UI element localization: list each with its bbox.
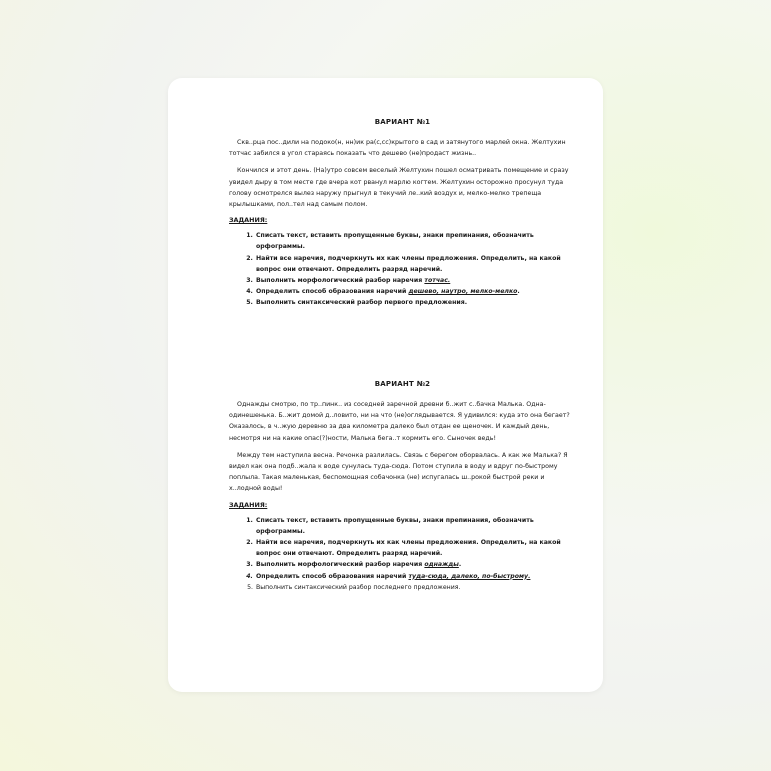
variant-title: ВАРИАНТ №2 (374, 380, 431, 388)
tasks-heading: ЗАДАНИЯ: (229, 500, 268, 509)
task-words: дешево, наутро, мелко-мелко (408, 288, 518, 296)
task-words: однажды (424, 561, 459, 569)
document-page (168, 78, 603, 692)
text-paragraph: Кончился и этот день. (На)утро совсем веселый Желтухин пошел осматривать помещение и сразу увидел дыру в том месте где вчера кот рванул марлю когтем. Желтухин осторожно просунул туда голову осмотрелся вылез наружу прыгнул в текучий ле..кий воздух и, мелко-мелко трепеща крылышками, пол..тел над самым полом. (229, 167, 569, 209)
task-words: тотчас. (424, 277, 451, 285)
task-item: 1. Списать текст, вставить пропущенные буквы, знаки препинания, обозначить орфограммы. (255, 515, 576, 537)
variant-2 (229, 380, 576, 593)
task-item: 3. Выполнить морфологический разбор наречия однажды. (255, 559, 576, 570)
variant-1 (229, 118, 576, 309)
task-item: 5. Выполнить синтаксический разбор первого предложения. (255, 297, 576, 308)
text-paragraph: Скв..рца пос..дили на подоко(н, нн)ик ра(с,сс)крытого в сад и затянутого марлей окна. Желтухин тотчас забился в угол стараясь показать что дешево (не)продаст жизнь.. (229, 139, 566, 158)
tasks-heading: ЗАДАНИЯ: (229, 216, 268, 225)
text-paragraph: Однажды смотрю, по тр..пинк.. из соседней заречной древни б..жит с..бачка Малька. Одна-одинешенька. Б..жит домой д..ловито, ни на что (не)оглядывается. Я удивился: куда это она бегает? Оказалось, в ч..жую деревню за два километра далеко был отдан ее щеночек. И каждый день, несмотря ни на какие опас(?)ности, Малька бега..т кормить его. Сыночек ведь! (229, 401, 570, 442)
tasks-list (229, 515, 576, 593)
task-words: туда-сюда, далеко, по-быстрому. (408, 572, 531, 580)
task-item: 4. Определить способ образования наречий туда-сюда, далеко, по-быстрому. (255, 571, 576, 582)
text-paragraph: Между тем наступила весна. Речонка разлилась. Связь с берегом оборвалась. А как же Малька? Я видел как она подб..жала к воде сунулась туда-сюда. Потом ступила в воду и вдруг по-быстрому поплыла. Такая маленькая, беспомощная собачонка (не) испугалась ш..рокой быстрой реки и х..лодной воды! (229, 451, 568, 493)
task-item: 3. Выполнить морфологический разбор наречия тотчас. (255, 275, 576, 286)
variant-title: ВАРИАНТ №1 (374, 118, 431, 126)
tasks-list (229, 230, 576, 308)
task-item: 5. Выполнить синтаксический разбор последнего предложения. (255, 582, 576, 593)
task-item: 2. Найти все наречия, подчеркнуть их как члены предложения. Определить, на какой вопрос они отвечают. Определить разряд наречий. (255, 537, 576, 559)
task-item: 4. Определить способ образования наречий дешево, наутро, мелко-мелко. (255, 286, 576, 297)
task-item: 2. Найти все наречия, подчеркнуть их как члены предложения. Определить, на какой вопрос они отвечают. Определить разряд наречий. (255, 253, 576, 275)
task-item: 1. Списать текст, вставить пропущенные буквы, знаки препинания, обозначить орфограммы. (255, 230, 576, 252)
